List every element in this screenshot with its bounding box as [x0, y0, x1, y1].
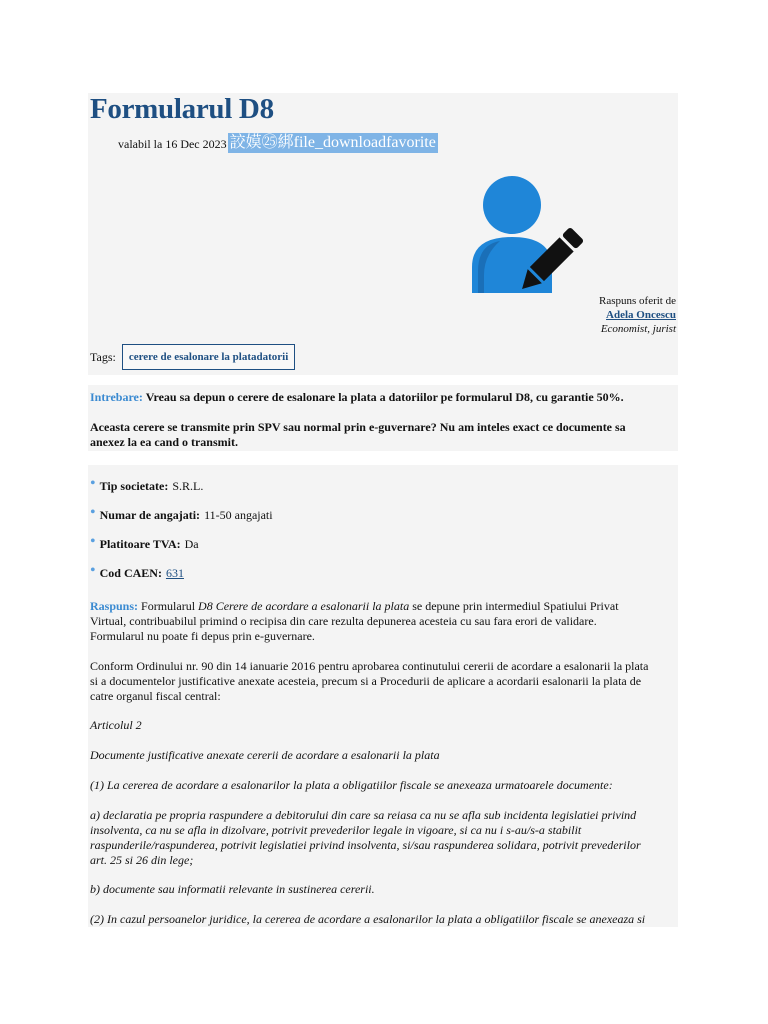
action-icons-strip[interactable]: 詨嫫㉕綁file_downloadfavorite — [229, 134, 436, 151]
bullet-icon: • — [90, 561, 96, 579]
article-text: insolventa, ca nu se afla in dizolvare, potrivit prevederilor legale in vigoare, si ca nu i s-au/s-a stabilit — [90, 823, 582, 837]
answer-author-block — [599, 294, 676, 336]
answer-text: catre organul fiscal central: — [90, 689, 221, 703]
author-role: Economist, jurist — [600, 323, 676, 335]
answer-label: Raspuns: — [90, 599, 139, 613]
answer-text: Virtual, contribuabilul primind o recipisa din care rezulta depunerea acesteia cu sau fara erori de validare. — [90, 614, 597, 628]
article-para-1: (1) La cererea de acordare a esalonarilor la plata a obligatiilor fiscale se anexeaza urmatoarele documente: — [90, 778, 613, 792]
caen-code-link[interactable]: 631 — [165, 566, 184, 580]
detail-value: S.R.L. — [172, 479, 204, 493]
answer-text: si a documentelor justificative anexate acesteia, precum si a Procedurii de aplicare a acordarii esalonarii la plata de — [90, 674, 642, 688]
valid-date: valabil la 16 Dec 2023 — [118, 137, 227, 151]
tags-row — [90, 344, 295, 370]
tag-link[interactable]: cerere de esalonare la platadatorii — [122, 344, 295, 370]
question-text-2b: anexez la ea cand o transmit. — [90, 435, 238, 449]
article-para-a — [90, 808, 676, 868]
author-link[interactable]: Adela Oncescu — [606, 309, 676, 321]
detail-value: Da — [184, 537, 199, 551]
detail-employees — [90, 503, 273, 523]
answer-text: se depune prin intermediul Spatiului Privat — [412, 599, 619, 613]
article-title: Articolul 2 — [90, 718, 142, 732]
answered-by-label: Raspuns oferit de — [599, 295, 676, 307]
question-label: Intrebare: — [90, 390, 143, 404]
detail-label: Cod CAEN: — [99, 566, 162, 580]
detail-label: Tip societate: — [99, 479, 169, 493]
answer-text: Formularul nu poate fi depus prin e-guvernare. — [90, 629, 315, 643]
question-text-1: Vreau sa depun o cerere de esalonare la plata a datoriilor pe formularul D8, cu garantie 50%. — [145, 390, 624, 404]
detail-vat — [90, 532, 199, 552]
answer-card — [88, 465, 678, 927]
question-card — [88, 385, 678, 451]
article-heading: Documente justificative anexate cererii de acordare a esalonarii la plata — [90, 748, 440, 762]
answer-paragraph-2 — [90, 659, 676, 704]
bullet-icon: • — [90, 503, 96, 521]
question-line-1 — [90, 390, 624, 405]
article-text: raspunderile/raspunderea, potrivit legislatiei privind insolventa, si/sau raspunderea solidara, potrivit prevederilor — [90, 838, 641, 852]
header-card — [88, 93, 678, 375]
detail-label: Platitoare TVA: — [99, 537, 181, 551]
author-avatar-icon — [470, 175, 588, 293]
tags-label: Tags: — [90, 349, 116, 364]
validity-line — [118, 136, 438, 153]
bullet-icon: • — [90, 532, 96, 550]
article-para-2: (2) In cazul persoanelor juridice, la cererea de acordare a esalonarilor la plata a obligatiilor fiscale se anexeaza si — [90, 912, 646, 926]
answer-text: Conform Ordinului nr. 90 din 14 ianuarie 2016 pentru aprobarea continutului cererii de acordare a esalonarii la plata — [90, 659, 649, 673]
detail-caen — [90, 561, 184, 581]
answer-paragraph-1 — [90, 599, 676, 644]
page-title: Formularul D8 — [90, 93, 274, 125]
detail-company-type — [90, 474, 204, 494]
bullet-icon: • — [90, 474, 96, 492]
form-name: D8 Cerere de acordare a esalonarii la plata — [198, 599, 410, 613]
article-para-b: b) documente sau informatii relevante in sustinerea cererii. — [90, 882, 375, 896]
detail-label: Numar de angajati: — [99, 508, 201, 522]
article-text: a) declaratia pe propria raspundere a debitorului din care sa reiasa ca nu se afla sub incidenta legislatiei privind — [90, 808, 637, 822]
detail-value: 11-50 angajati — [204, 508, 273, 522]
answer-text: Formularul — [141, 599, 196, 613]
article-text: art. 25 si 26 din lege; — [90, 853, 194, 867]
question-text-2a: Aceasta cerere se transmite prin SPV sau normal prin e-guvernare? Nu am inteles exact ce documente sa — [90, 420, 626, 434]
